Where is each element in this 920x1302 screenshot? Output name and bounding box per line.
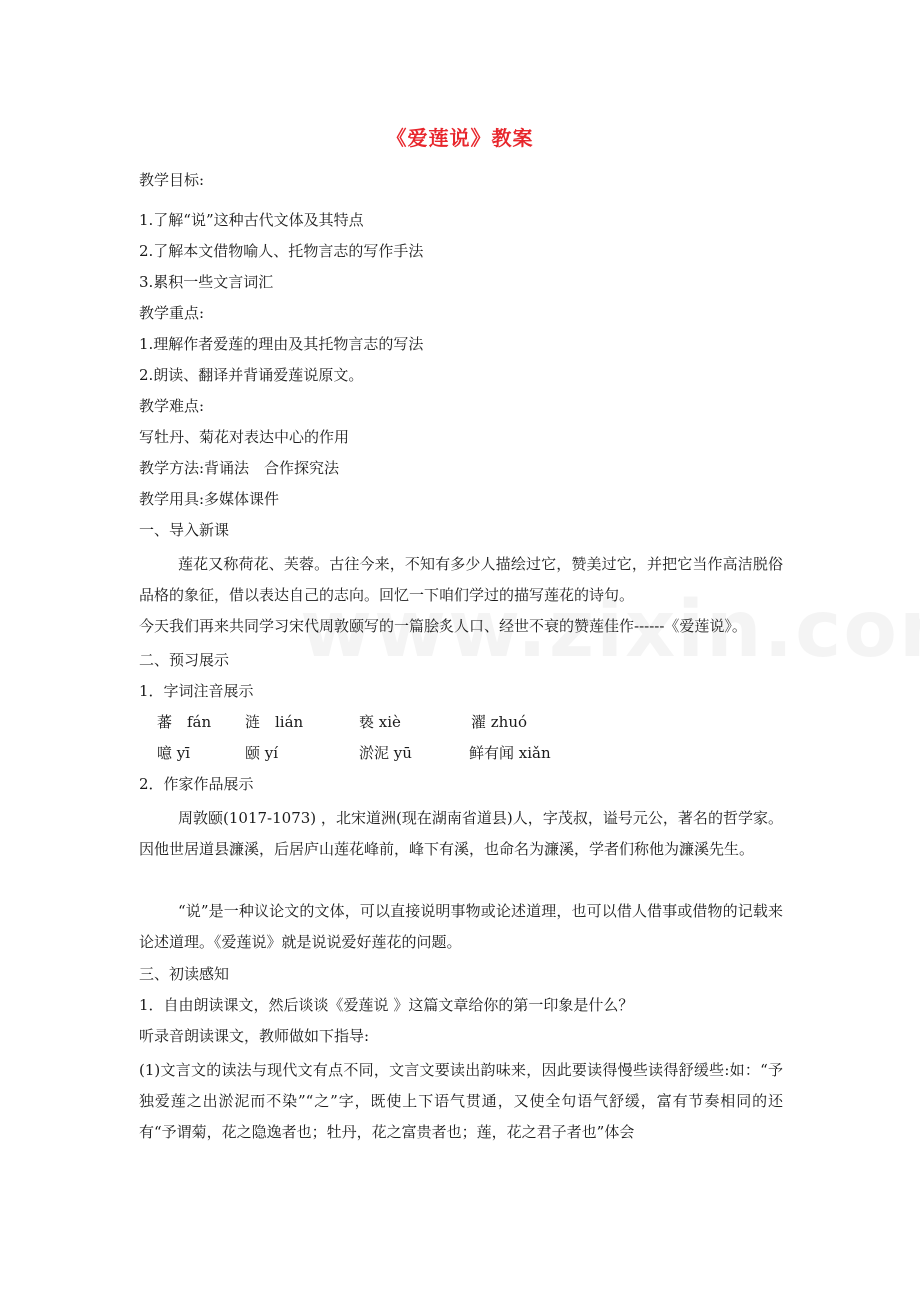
intro-paragraph: 莲花又称荷花、芙蓉。古往今来，不知有多少人描绘过它，赞美过它，并把它当作高洁脱俗品格的象征，借以表达自己的志向。回忆一下咱们学过的描写莲花的诗句。 [139, 555, 783, 604]
pinyin-row [139, 710, 783, 741]
pinyin-entry: 噫 yī [157, 744, 191, 762]
objectives-heading: 教学目标: [139, 171, 205, 189]
key-heading: 教学重点: [139, 304, 205, 322]
objective-item: 3.累积一些文言词汇 [139, 273, 274, 291]
pinyin-entry: 亵 xiè [359, 713, 401, 731]
pinyin-entry: 濯 zhuó [471, 713, 528, 731]
part1-heading: 一、导入新课 [139, 521, 230, 539]
part3-guide: 听录音朗读课文，教师做如下指导: [139, 1027, 370, 1045]
pinyin-row [139, 741, 783, 772]
objective-item: 2.了解本文借物喻人、托物言志的写作手法 [139, 242, 424, 260]
intro-paragraph-2: 今天我们再来共同学习宋代周敦颐写的一篇脍炙人口、经世不衰的赞莲佳作------《爱莲说》。 [139, 617, 747, 635]
part3-heading: 三、初读感知 [139, 965, 230, 983]
part2-heading: 二、预习展示 [139, 651, 230, 669]
key-point-item: 2.朗读、翻译并背诵爱莲说原文。 [139, 366, 364, 384]
genre-paragraph: “说”是一种议论文的文体，可以直接说明事物或论述道理，也可以借人借事或借物的记载来论述道理。《爱莲说》就是说说爱好莲花的问题。 [139, 902, 783, 951]
pinyin-entry: 鲜有闻 xiǎn [469, 744, 551, 762]
part2-subheading-pinyin: 1．字词注音展示 [139, 682, 254, 700]
part3-question: 1．自由朗读课文，然后谈谈《爱莲说 》这篇文章给你的第一印象是什么？ [139, 996, 634, 1014]
difficulty-heading: 教学难点: [139, 397, 205, 415]
pinyin-entry: 蕃 fán [157, 713, 212, 731]
part2-subheading-author: 2．作家作品展示 [139, 775, 254, 793]
author-paragraph: 周敦颐(1017-1073) ，北宋道洲(现在湖南省道县)人，字茂叔，谥号元公，著名的哲学家。因他世居道县濂溪，后居庐山莲花峰前，峰下有溪，也命名为濂溪，学者们称他为濂溪先生。 [139, 809, 783, 858]
document-body [139, 168, 783, 1148]
tools-text: 教学用具:多媒体课件 [139, 490, 280, 508]
method-text: 教学方法:背诵法 合作探究法 [139, 459, 340, 477]
pinyin-entry: 淤泥 yū [359, 744, 412, 762]
pinyin-entry: 颐 yí [245, 744, 279, 762]
page-title: 《爱莲说》教案 [386, 126, 534, 150]
objective-item: 1.了解“说”这种古代文体及其特点 [139, 211, 364, 229]
key-point-item: 1.理解作者爱莲的理由及其托物言志的写法 [139, 335, 424, 353]
part3-paragraph: (1)文言文的读法与现代文有点不同，文言文要读出韵味来，因此要读得慢些读得舒缓些:如：“予独爱莲之出淤泥而不染”“之”字，既使上下语气贯通，又使全句语气舒缓，富有节奏相同的还有“予谓菊，花之隐逸者也；牡丹，花之富贵者也；莲，花之君子者也”体会 [139, 1061, 783, 1141]
difficulty-text: 写牡丹、菊花对表达中心的作用 [139, 428, 350, 446]
pinyin-entry: 涟 lián [245, 713, 304, 731]
